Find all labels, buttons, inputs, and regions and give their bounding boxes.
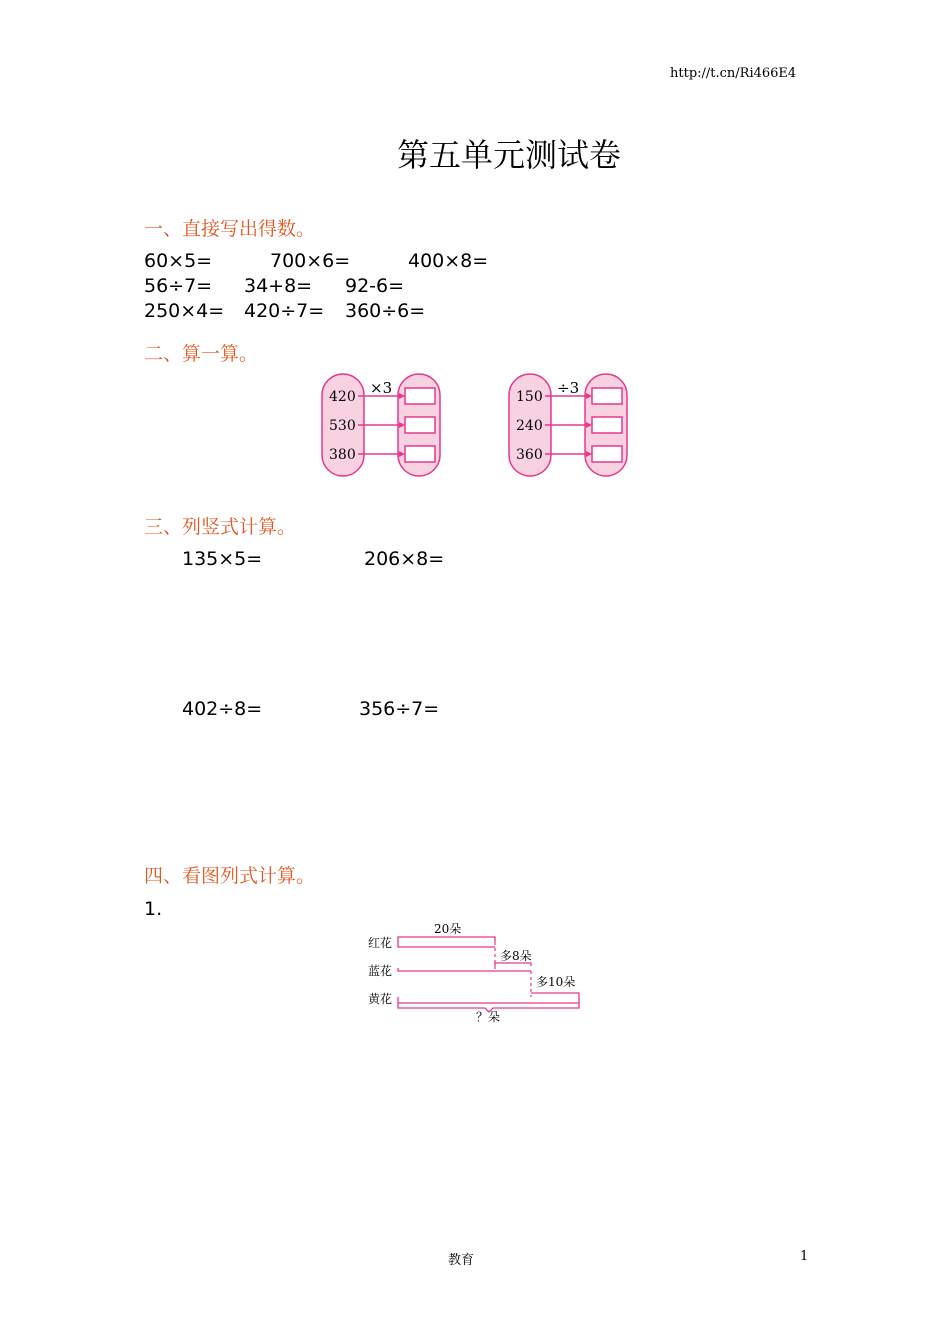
- expr-1-1: 60×5=: [144, 250, 213, 272]
- mapping-diagram-multiply: [318, 370, 448, 480]
- brace-more-10: [531, 993, 579, 1003]
- answer-box[interactable]: [405, 388, 435, 404]
- vertical-calc-3: 402÷8=: [182, 698, 263, 720]
- input-value: 240: [516, 418, 543, 434]
- yellow-flower-label: 黄花: [368, 992, 393, 1006]
- expr-2-1: 56÷7=: [144, 275, 213, 297]
- more-8-label: 多8朵: [500, 949, 532, 963]
- input-value: 150: [516, 389, 543, 405]
- expr-3-2: 420÷7=: [244, 300, 325, 322]
- red-flower-label: 红花: [368, 936, 393, 950]
- answer-box[interactable]: [592, 446, 622, 462]
- section-4-heading: 四、看图列式计算。: [144, 865, 316, 887]
- bar-model-figure: [360, 915, 590, 1025]
- blue-bar: [398, 968, 531, 971]
- more-10-label: 多10朵: [536, 975, 576, 989]
- header-url: http://t.cn/Ri466E4: [670, 66, 797, 81]
- section-1-heading: 一、直接写出得数。: [144, 218, 316, 240]
- vertical-calc-2: 206×8=: [364, 548, 445, 570]
- mapping-diagram-divide: [505, 370, 635, 480]
- brace-more-8: [495, 963, 531, 966]
- answer-box[interactable]: [592, 417, 622, 433]
- input-value: 360: [516, 447, 543, 463]
- operator-label: ÷3: [557, 379, 580, 397]
- expr-1-2: 700×6=: [270, 250, 351, 272]
- input-value: 420: [329, 389, 356, 405]
- blue-flower-label: 蓝花: [368, 964, 393, 978]
- total-label: ？朵: [476, 1010, 501, 1024]
- question-number: 1.: [144, 898, 163, 920]
- section-3-heading: 三、列竖式计算。: [144, 516, 297, 538]
- input-value: 380: [329, 447, 356, 463]
- answer-box[interactable]: [592, 388, 622, 404]
- input-value: 530: [329, 418, 356, 434]
- answer-box[interactable]: [405, 417, 435, 433]
- brace-red-count: [398, 937, 495, 942]
- expr-3-1: 250×4=: [144, 300, 225, 322]
- yellow-bar: [398, 997, 579, 1003]
- operator-label: ×3: [370, 379, 393, 397]
- red-count-label: 20朵: [434, 922, 462, 936]
- expr-2-3: 92-6=: [345, 275, 405, 297]
- page-number: 1: [800, 1249, 809, 1264]
- expr-3-3: 360÷6=: [345, 300, 426, 322]
- expr-2-2: 34+8=: [244, 275, 313, 297]
- section-2-heading: 二、算一算。: [144, 343, 259, 365]
- vertical-calc-1: 135×5=: [182, 548, 263, 570]
- page-title: 第五单元测试卷: [396, 136, 621, 174]
- expr-1-3: 400×8=: [408, 250, 489, 272]
- vertical-calc-4: 356÷7=: [359, 698, 440, 720]
- red-bar: [398, 942, 495, 947]
- footer-text: 教育: [448, 1253, 475, 1268]
- answer-box[interactable]: [405, 446, 435, 462]
